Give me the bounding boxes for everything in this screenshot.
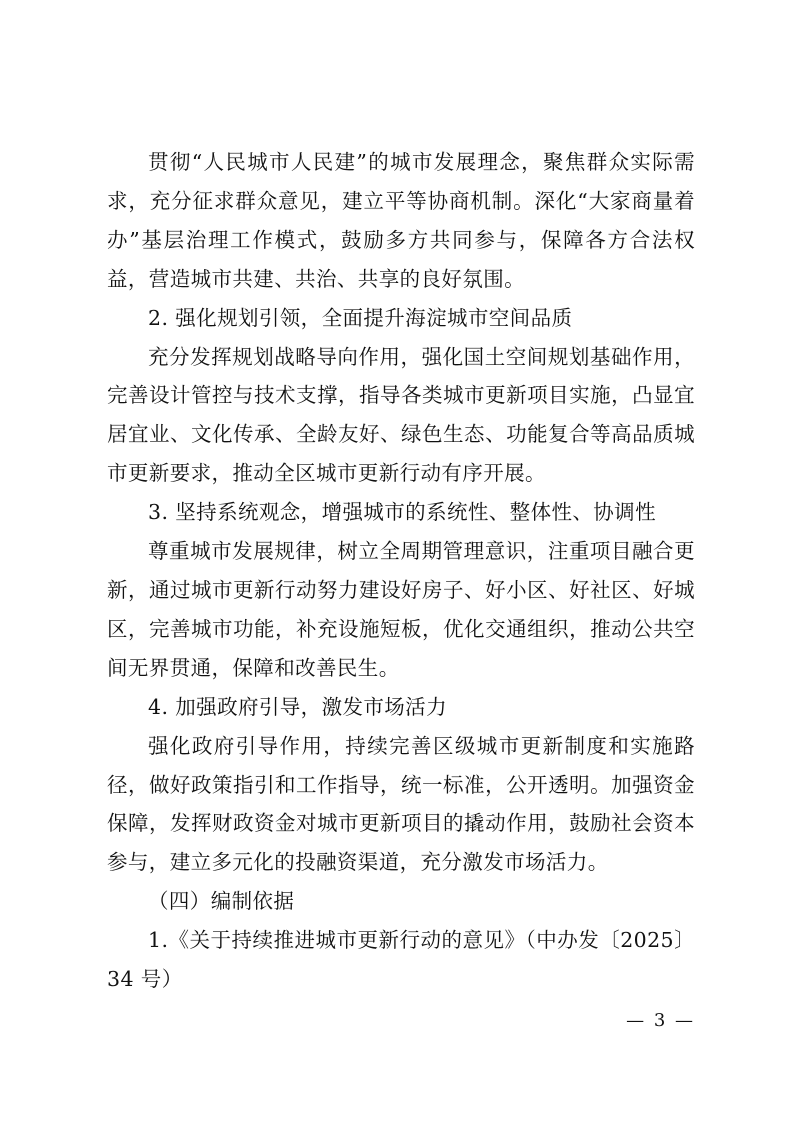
paragraph-3: 尊重城市发展规律，树立全周期管理意识，注重项目融合更新，通过城市更新行动努力建设好房子、好小区、好社区、好城区，完善城市功能，补充设施短板，优化交通组织，推动公共空间无界贯通，保障和改善民生。 — [107, 539, 695, 680]
paragraph-2: 充分发挥规划战略导向作用，强化国土空间规划基础作用，完善设计管控与技术支撑，指导各类城市更新项目实施，凸显宜居宜业、文化传承、全龄友好、绿色生态、功能复合等高品质城市更新要求，推动全区城市更新行动有序开展。 — [107, 344, 695, 486]
basis-item-1: 1.《关于持续推进城市更新行动的意见》（中办发〔2025〕34 号） — [107, 928, 695, 992]
heading-2: 2. 强化规划引领，全面提升海淀城市空间品质 — [148, 305, 573, 330]
section-heading-basis: （四）编制依据 — [148, 889, 295, 914]
document-body — [107, 143, 695, 999]
page-number: — 3 — — [626, 1010, 695, 1031]
heading-3: 3. 坚持系统观念，增强城市的系统性、整体性、协调性 — [148, 500, 656, 525]
paragraph-4: 强化政府引导作用，持续完善区级城市更新制度和实施路径，做好政策指引和工作指导，统一标准，公开透明。加强资金保障，发挥财政资金对城市更新项目的撬动作用，鼓励社会资本参与，建立多元化的投融资渠道，充分激发市场活力。 — [107, 733, 695, 875]
paragraph-intro: 贯彻“人民城市人民建”的城市发展理念，聚焦群众实际需求，充分征求群众意见，建立平等协商机制。深化“大家商量着办”基层治理工作模式，鼓励多方共同参与，保障各方合法权益，营造城市共建、共治、共享的良好氛围。 — [107, 150, 695, 291]
heading-4: 4. 加强政府引导，激发市场活力 — [148, 694, 447, 719]
